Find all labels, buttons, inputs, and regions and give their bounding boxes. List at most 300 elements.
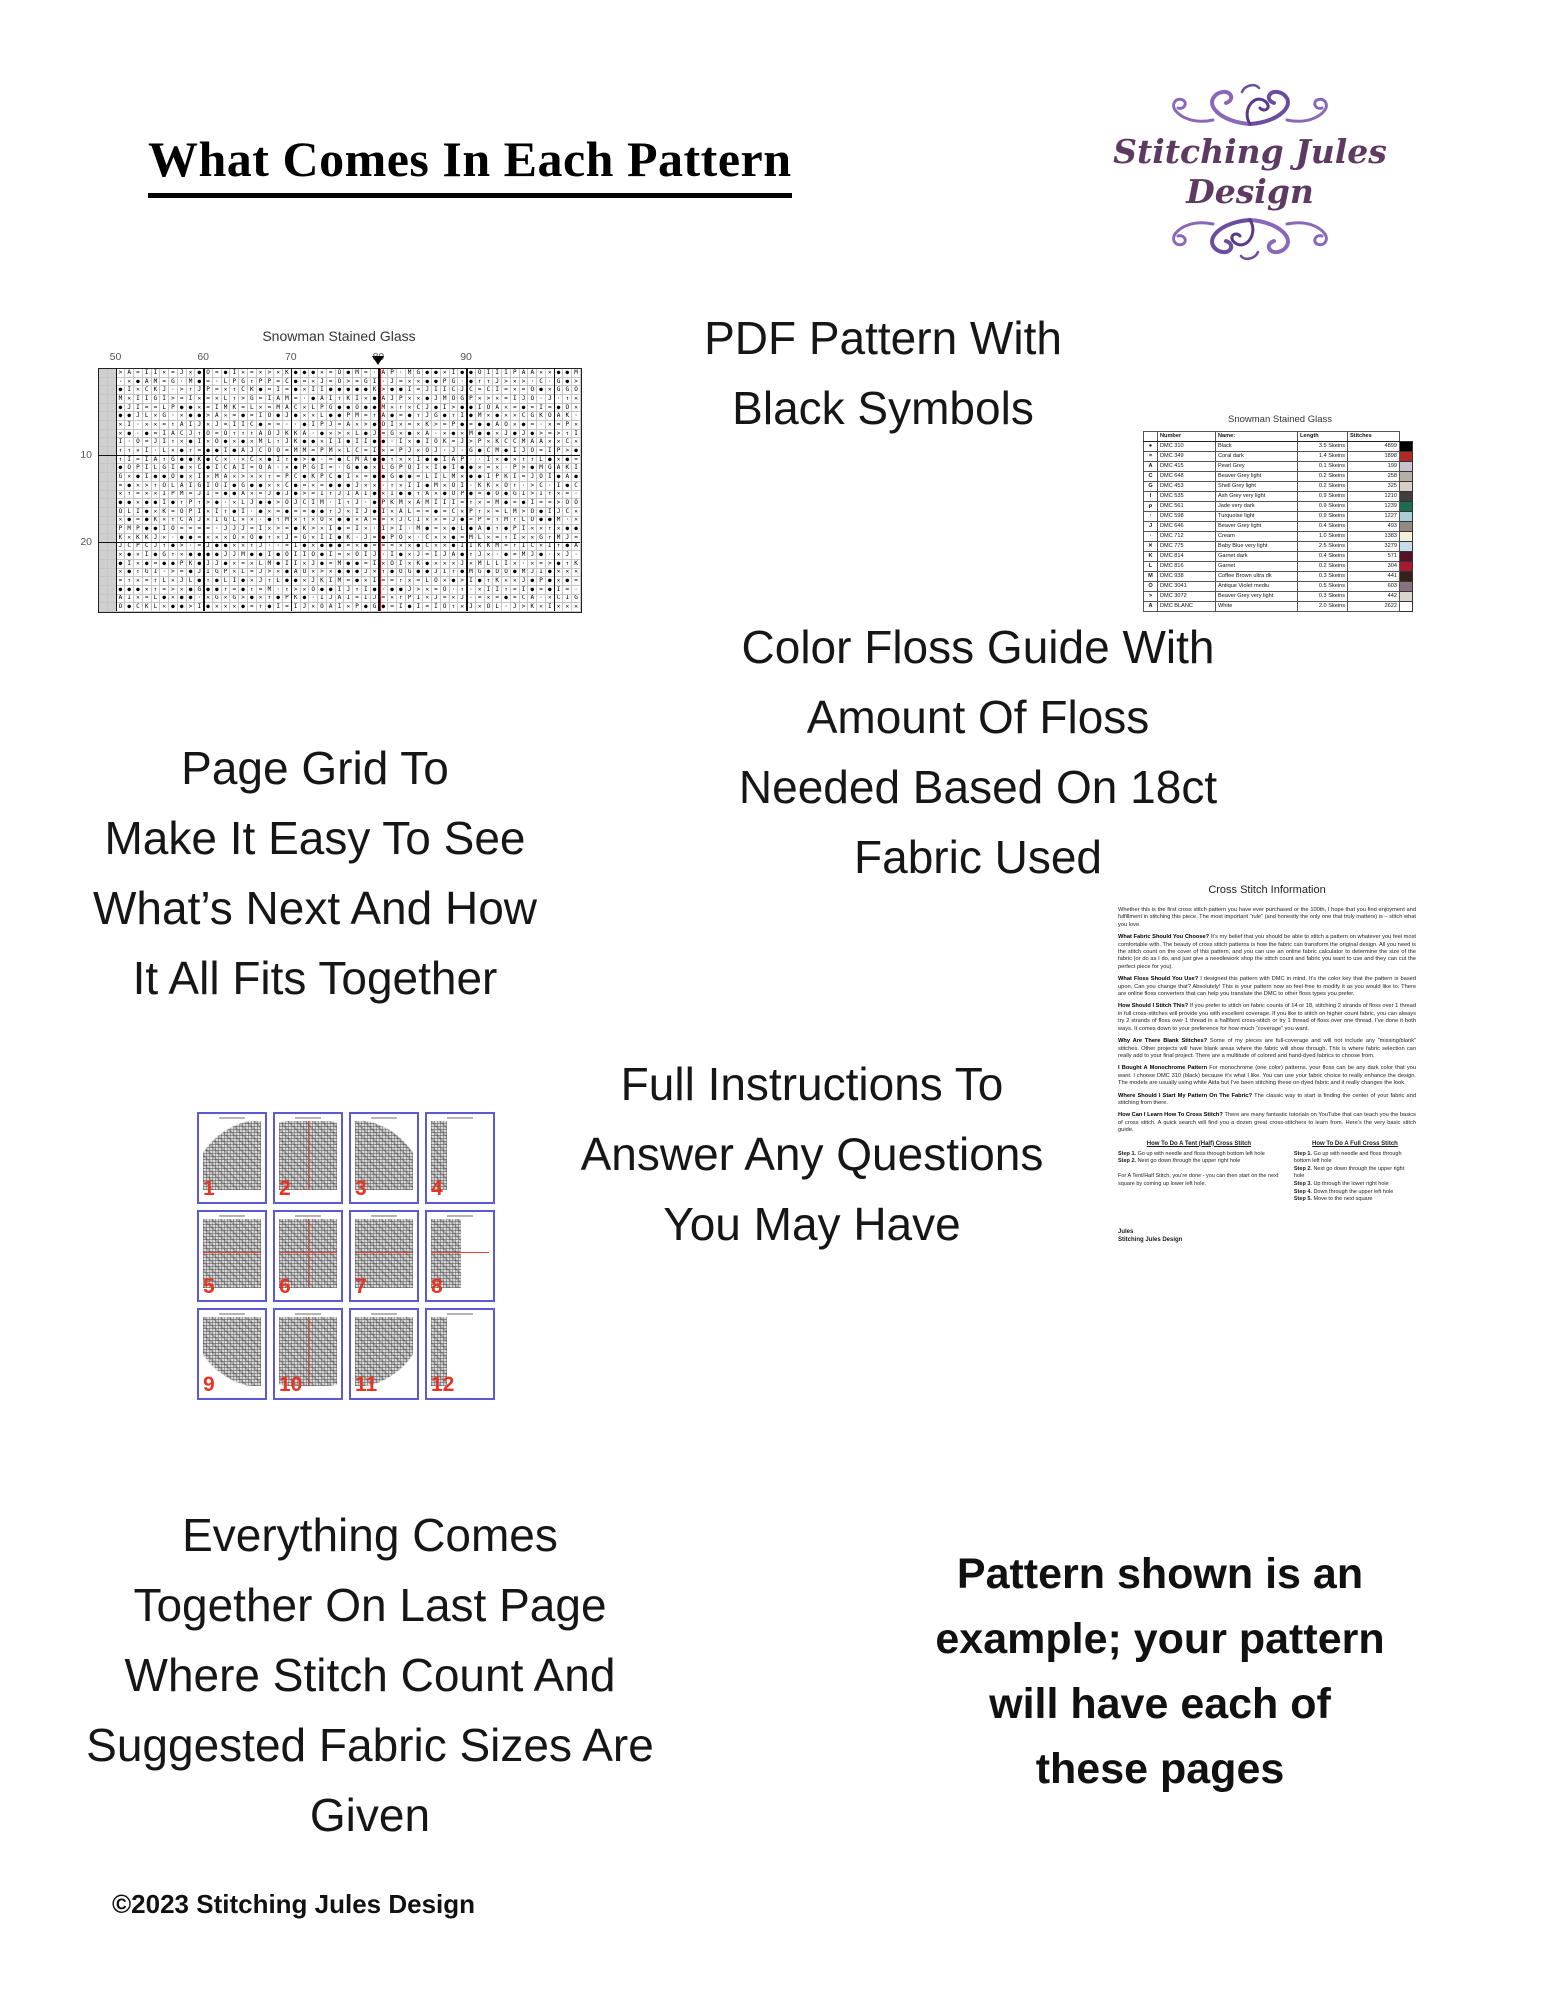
chart-cell: I bbox=[204, 569, 213, 578]
chart-cell: I bbox=[397, 525, 406, 534]
chart-cell: O bbox=[266, 430, 275, 439]
page-number: 11 bbox=[355, 1373, 378, 1396]
chart-cell: ✕ bbox=[432, 517, 441, 526]
chart-cell: = bbox=[204, 395, 213, 404]
chart-cell: ● bbox=[187, 595, 196, 604]
chart-cell: M bbox=[266, 560, 275, 569]
chart-cell: O bbox=[528, 395, 537, 404]
chart-cell: ● bbox=[318, 543, 327, 552]
chart-cell: ● bbox=[458, 569, 467, 578]
chart-cell: ● bbox=[336, 525, 345, 534]
chart-cell: I bbox=[546, 473, 555, 482]
chart-cell: ↑ bbox=[502, 586, 511, 595]
chart-cell: ✕ bbox=[230, 543, 239, 552]
chart-cell: O bbox=[432, 438, 441, 447]
chart-cell: I bbox=[327, 534, 336, 543]
chart-cell: ✕ bbox=[379, 560, 388, 569]
chart-cell: ● bbox=[563, 482, 572, 491]
chart-cell bbox=[108, 404, 117, 413]
chart-cell: ● bbox=[502, 456, 511, 465]
chart-cell: O bbox=[450, 482, 459, 491]
chart-cell: ● bbox=[169, 499, 178, 508]
page-title: What Comes In Each Pattern bbox=[148, 130, 792, 198]
chart-cell: J bbox=[336, 491, 345, 500]
chart-cell: ● bbox=[476, 421, 485, 430]
chart-cell: ✕ bbox=[318, 525, 327, 534]
chart-cell: ↑ bbox=[187, 447, 196, 456]
chart-cell: = bbox=[266, 421, 275, 430]
chart-cell: M bbox=[502, 517, 511, 526]
chart-cell: ● bbox=[248, 482, 257, 491]
thumb-title-bar bbox=[295, 1117, 321, 1119]
chart-cell: L bbox=[485, 560, 494, 569]
chart-cell: P bbox=[222, 569, 231, 578]
chart-cell: O bbox=[169, 525, 178, 534]
chart-cell: M bbox=[423, 499, 432, 508]
chart-cell: > bbox=[502, 378, 511, 387]
chart-cell: I bbox=[318, 595, 327, 604]
chart-cell: ✕ bbox=[441, 543, 450, 552]
chart-cell: G bbox=[160, 412, 169, 421]
chart-cell: M bbox=[467, 534, 476, 543]
chart-cell: I bbox=[520, 491, 529, 500]
floss-header: Number bbox=[1158, 432, 1216, 442]
chart-cell: M bbox=[336, 560, 345, 569]
chart-cell: · bbox=[572, 491, 581, 500]
chart-cell: M bbox=[353, 412, 362, 421]
chart-cell: · bbox=[309, 430, 318, 439]
chart-cell: P bbox=[230, 378, 239, 387]
chart-cell: ✕ bbox=[397, 482, 406, 491]
chart-cell: O bbox=[502, 482, 511, 491]
chart-cell: P bbox=[555, 447, 564, 456]
chart-cell: = bbox=[160, 586, 169, 595]
chart-cell: ✕ bbox=[353, 543, 362, 552]
chart-cell bbox=[108, 508, 117, 517]
chart-cell bbox=[108, 586, 117, 595]
chart-cell bbox=[108, 534, 117, 543]
chart-cell: > bbox=[555, 430, 564, 439]
chart-cell: ✕ bbox=[493, 430, 502, 439]
chart-cell: ✕ bbox=[441, 560, 450, 569]
chart-cell: ✕ bbox=[160, 534, 169, 543]
chart-cell: K bbox=[528, 603, 537, 612]
chart-cell: ● bbox=[204, 551, 213, 560]
chart-cell: = bbox=[248, 603, 257, 612]
chart-cell: O bbox=[266, 412, 275, 421]
chart-cell: J bbox=[187, 430, 196, 439]
chart-cell: ● bbox=[467, 491, 476, 500]
chart-cell bbox=[108, 560, 117, 569]
chart-cell: J bbox=[520, 395, 529, 404]
chart-cell: ● bbox=[274, 551, 283, 560]
chart-cell: L bbox=[458, 525, 467, 534]
chart-cell: K bbox=[292, 430, 301, 439]
chart-cell: > bbox=[336, 430, 345, 439]
chart-cell: ✕ bbox=[450, 560, 459, 569]
chart-cell: = bbox=[493, 534, 502, 543]
chart-cell: ✕ bbox=[423, 595, 432, 604]
chart-cell: O bbox=[450, 491, 459, 500]
chart-cell: · bbox=[169, 386, 178, 395]
chart-cell: G bbox=[371, 603, 380, 612]
chart-cell: M bbox=[406, 369, 415, 378]
chart-cell: O bbox=[485, 404, 494, 413]
chart-cell: ✕ bbox=[441, 525, 450, 534]
chart-cell: M bbox=[555, 517, 564, 526]
chart-cell: ✕ bbox=[476, 499, 485, 508]
chart-cell: O bbox=[266, 447, 275, 456]
chart-cell: · bbox=[563, 517, 572, 526]
chart-cell: ✕ bbox=[511, 378, 520, 387]
chart-cell: ● bbox=[318, 430, 327, 439]
chart-cell: J bbox=[266, 491, 275, 500]
color-swatch bbox=[1400, 582, 1413, 592]
chart-cell: O bbox=[441, 586, 450, 595]
chart-cell: I bbox=[432, 603, 441, 612]
chart-cell: ✕ bbox=[309, 543, 318, 552]
chart-cell: I bbox=[257, 525, 266, 534]
chart-cell: ● bbox=[143, 430, 152, 439]
chart-cell: O bbox=[502, 569, 511, 578]
chart-cell: ● bbox=[467, 369, 476, 378]
chart-cell: ● bbox=[476, 430, 485, 439]
chart-cell: I bbox=[160, 499, 169, 508]
chart-cell: J bbox=[528, 473, 537, 482]
chart-cell: ● bbox=[301, 369, 310, 378]
chart-cell: ● bbox=[178, 595, 187, 604]
flourish-icon bbox=[1145, 80, 1355, 132]
chart-cell: ● bbox=[213, 543, 222, 552]
chart-cell: ● bbox=[257, 508, 266, 517]
chart-col-label: 60 bbox=[197, 351, 209, 363]
chart-cell: I bbox=[362, 438, 371, 447]
chart-cell: O bbox=[204, 369, 213, 378]
chart-cell: I bbox=[143, 473, 152, 482]
chart-cell: I bbox=[414, 482, 423, 491]
chart-cell: = bbox=[204, 378, 213, 387]
chart-cell: A bbox=[450, 551, 459, 560]
chart-cell: ✕ bbox=[134, 595, 143, 604]
chart-cell: L bbox=[160, 577, 169, 586]
chart-cell: K bbox=[283, 369, 292, 378]
chart-cell: O bbox=[274, 447, 283, 456]
floss-guide bbox=[1143, 414, 1443, 612]
chart-cell: M bbox=[117, 395, 126, 404]
chart-cell bbox=[99, 447, 108, 456]
chart-cell: ● bbox=[274, 595, 283, 604]
chart-cell: · bbox=[371, 369, 380, 378]
chart-cell: ● bbox=[379, 603, 388, 612]
howto-step: Step 4. Down through the upper left hole bbox=[1293, 1188, 1394, 1195]
chart-cell: P bbox=[458, 491, 467, 500]
chart-cell: O bbox=[125, 464, 134, 473]
chart-cell: G bbox=[362, 378, 371, 387]
chart-cell: > bbox=[520, 508, 529, 517]
chart-cell: ✕ bbox=[195, 395, 204, 404]
chart-cell: I bbox=[432, 386, 441, 395]
chart-cell: G bbox=[511, 491, 520, 500]
chart-cell: = bbox=[388, 543, 397, 552]
thumb-center-hline bbox=[203, 1252, 261, 1253]
chart-cell bbox=[108, 603, 117, 612]
chart-cell: J bbox=[362, 569, 371, 578]
chart-cell: A bbox=[283, 404, 292, 413]
chart-cell: ● bbox=[134, 473, 143, 482]
chart-cell: = bbox=[266, 404, 275, 413]
chart-cell: ✕ bbox=[441, 482, 450, 491]
chart-cell: I bbox=[292, 560, 301, 569]
chart-cell: ● bbox=[379, 438, 388, 447]
chart-cell: P bbox=[187, 508, 196, 517]
chart-cell: ↑ bbox=[274, 438, 283, 447]
chart-cell: P bbox=[397, 447, 406, 456]
chart-cell: ● bbox=[572, 447, 581, 456]
chart-cell: · bbox=[379, 482, 388, 491]
chart-cell: ● bbox=[371, 473, 380, 482]
chart-cell: ✕ bbox=[344, 551, 353, 560]
chart-cell: ● bbox=[283, 569, 292, 578]
chart-cell: C bbox=[248, 421, 257, 430]
chart-cell: L bbox=[353, 430, 362, 439]
chart-cell: A bbox=[187, 517, 196, 526]
chart-cell: ✕ bbox=[230, 603, 239, 612]
chart-cell: I bbox=[117, 438, 126, 447]
chart-cell: ● bbox=[423, 378, 432, 387]
chart-cell: I bbox=[187, 482, 196, 491]
chart-cell: · bbox=[502, 464, 511, 473]
chart-cell: I bbox=[511, 395, 520, 404]
chart-cell: ● bbox=[467, 473, 476, 482]
chart-cell: ✕ bbox=[222, 386, 231, 395]
chart-cell: ● bbox=[222, 491, 231, 500]
chart-cell: C bbox=[344, 456, 353, 465]
chart-cell: K bbox=[134, 534, 143, 543]
chart-cell: = bbox=[511, 551, 520, 560]
page-thumbnail bbox=[273, 1308, 343, 1400]
chart-cell: ● bbox=[169, 560, 178, 569]
chart-cell: ✕ bbox=[379, 491, 388, 500]
chart-cell: A bbox=[239, 491, 248, 500]
chart-cell bbox=[99, 508, 108, 517]
chart-cell: ✕ bbox=[555, 438, 564, 447]
chart-cell: · bbox=[274, 464, 283, 473]
chart-cell: ✕ bbox=[397, 456, 406, 465]
chart-cell: = bbox=[274, 421, 283, 430]
chart-cell: I bbox=[283, 560, 292, 569]
chart-cell: · bbox=[414, 534, 423, 543]
chart-cell: P bbox=[283, 473, 292, 482]
chart-cell: ✕ bbox=[511, 560, 520, 569]
chart-cell: A bbox=[476, 525, 485, 534]
chart-cell: ✕ bbox=[344, 430, 353, 439]
chart-cell bbox=[99, 543, 108, 552]
chart-cell: = bbox=[423, 603, 432, 612]
chart-cell: ✕ bbox=[187, 464, 196, 473]
chart-cell: ✕ bbox=[178, 438, 187, 447]
chart-cell: · bbox=[537, 595, 546, 604]
chart-cell: = bbox=[467, 517, 476, 526]
chart-cell: ● bbox=[546, 517, 555, 526]
chart-cell: = bbox=[187, 491, 196, 500]
chart-cell: ✕ bbox=[406, 499, 415, 508]
chart-cell: ✕ bbox=[309, 534, 318, 543]
floss-row: ρ DMC 561 Jade very dark 0.9 Skeins 1239 bbox=[1144, 502, 1413, 512]
chart-cell: G bbox=[344, 464, 353, 473]
chart-cell: = bbox=[511, 404, 520, 413]
chart-cell: ✕ bbox=[301, 577, 310, 586]
chart-cell: G bbox=[388, 464, 397, 473]
text-line: Black Symbols bbox=[732, 382, 1034, 434]
chart-cell: ✕ bbox=[555, 525, 564, 534]
chart-cell: ● bbox=[134, 378, 143, 387]
chart-cell: ● bbox=[362, 386, 371, 395]
chart-cell: ● bbox=[423, 395, 432, 404]
chart-cell: A bbox=[239, 447, 248, 456]
chart-cell: C bbox=[502, 438, 511, 447]
chart-cell: = bbox=[423, 551, 432, 560]
chart-cell: ✕ bbox=[222, 534, 231, 543]
floss-row: O DMC 3041 Antique Violet mediu 0.5 Skeins 603 bbox=[1144, 582, 1413, 592]
chart-cell: J bbox=[511, 603, 520, 612]
chart-cell: K bbox=[230, 404, 239, 413]
chart-cell: O bbox=[283, 551, 292, 560]
chart-cell: · bbox=[388, 438, 397, 447]
chart-cell: I bbox=[266, 395, 275, 404]
chart-cell: I bbox=[458, 543, 467, 552]
chart-cell: = bbox=[371, 543, 380, 552]
chart-cell: J bbox=[152, 438, 161, 447]
chart-cell: C bbox=[528, 543, 537, 552]
chart-cell: ✕ bbox=[309, 412, 318, 421]
chart-cell: = bbox=[301, 378, 310, 387]
chart-cell: = bbox=[362, 412, 371, 421]
chart-cell: ✕ bbox=[414, 378, 423, 387]
chart-cell: P bbox=[134, 525, 143, 534]
chart-cell: ● bbox=[406, 430, 415, 439]
chart-cell: ↑ bbox=[414, 412, 423, 421]
chart-cell: ● bbox=[327, 482, 336, 491]
chart-cell: · bbox=[537, 395, 546, 404]
chart-cell: ✕ bbox=[555, 569, 564, 578]
chart-cell: L bbox=[222, 577, 231, 586]
chart-cell: ● bbox=[152, 499, 161, 508]
chart-cell: J bbox=[257, 569, 266, 578]
chart-cell: L bbox=[152, 595, 161, 604]
chart-cell: > bbox=[379, 386, 388, 395]
chart-cell: ✕ bbox=[266, 508, 275, 517]
chart-cell: I bbox=[450, 464, 459, 473]
chart-cell: O bbox=[336, 369, 345, 378]
chart-cell: ✕ bbox=[537, 603, 546, 612]
chart-cell: = bbox=[563, 586, 572, 595]
chart-cell: ✕ bbox=[353, 421, 362, 430]
chart-cell: J bbox=[563, 551, 572, 560]
chart-cell bbox=[108, 473, 117, 482]
chart-cell: O bbox=[379, 421, 388, 430]
chart-cell: A bbox=[493, 421, 502, 430]
chart-cell: ✕ bbox=[169, 595, 178, 604]
chart-cell: ✕ bbox=[406, 378, 415, 387]
chart-cell: > bbox=[520, 378, 529, 387]
chart-cell: = bbox=[528, 404, 537, 413]
text-line: You May Have bbox=[663, 1198, 961, 1250]
chart-cell: · bbox=[274, 586, 283, 595]
chart-cell: A bbox=[336, 595, 345, 604]
chart-cell bbox=[99, 464, 108, 473]
chart-cell: = bbox=[414, 577, 423, 586]
chart-cell: P bbox=[511, 369, 520, 378]
chart-cell: ✕ bbox=[572, 603, 581, 612]
chart-cell: ↑ bbox=[248, 543, 257, 552]
chart-cell: C bbox=[353, 447, 362, 456]
chart-cell: ↑ bbox=[274, 517, 283, 526]
chart-cell: ● bbox=[563, 456, 572, 465]
chart-cell: L bbox=[143, 412, 152, 421]
chart-cell: ↑ bbox=[353, 586, 362, 595]
chart-cell: ✕ bbox=[230, 438, 239, 447]
chart-cell bbox=[99, 395, 108, 404]
chart-cell: = bbox=[458, 499, 467, 508]
chart-cell: ✕ bbox=[117, 421, 126, 430]
chart-cell: ↑ bbox=[257, 603, 266, 612]
chart-cell: ✕ bbox=[134, 447, 143, 456]
chart-cell: · bbox=[336, 464, 345, 473]
chart-col-label: 50 bbox=[109, 351, 122, 363]
chart-cell: ✕ bbox=[432, 491, 441, 500]
chart-cell: K bbox=[502, 473, 511, 482]
chart-cell: ● bbox=[143, 560, 152, 569]
chart-cell: ● bbox=[318, 560, 327, 569]
chart-cell: = bbox=[371, 534, 380, 543]
chart-cell: = bbox=[502, 543, 511, 552]
chart-cell: L bbox=[248, 404, 257, 413]
chart-cell: ✕ bbox=[248, 491, 257, 500]
doc-paragraph: How Should I Stitch This? If you prefer to stitch on fabric counts of 14 or 18, stitching 2 strands of floss over 1 thread in full cross-stitches will provide you with excellent coverage. If you like to stitch on higher count fabric, you can always try 2 strands of floss over 1 thread in a half/tent cross-stitch or try 1 thread of floss over one thread. I’ve done it both ways. It comes down to your preference for how much “coverage” you want. bbox=[1118, 1003, 1416, 1032]
chart-cell: = bbox=[152, 430, 161, 439]
chart-cell: I bbox=[362, 551, 371, 560]
chart-cell: A bbox=[301, 430, 310, 439]
floss-row: I DMC 535 Ash Grey very light 0.9 Skeins 1210 bbox=[1144, 492, 1413, 502]
chart-cell: J bbox=[423, 386, 432, 395]
chart-cell: = bbox=[230, 586, 239, 595]
chart-cell bbox=[99, 525, 108, 534]
chart-cell: J bbox=[274, 430, 283, 439]
chart-cell: C bbox=[327, 473, 336, 482]
chart-cell: = bbox=[563, 491, 572, 500]
chart-cell: J bbox=[458, 560, 467, 569]
chart-cell: · bbox=[546, 551, 555, 560]
chart-cell: = bbox=[143, 438, 152, 447]
chart-cell bbox=[99, 438, 108, 447]
chart-cell: ● bbox=[441, 464, 450, 473]
chart-cell: P bbox=[476, 438, 485, 447]
chart-cell: > bbox=[546, 560, 555, 569]
chart-cell: ● bbox=[537, 508, 546, 517]
chart-cell: ✕ bbox=[441, 577, 450, 586]
chart-cell: · bbox=[309, 595, 318, 604]
chart-cell bbox=[108, 569, 117, 578]
chart-cell: = bbox=[414, 473, 423, 482]
chart-cell: C bbox=[178, 430, 187, 439]
chart-cell: G bbox=[213, 569, 222, 578]
chart-cell: ● bbox=[458, 369, 467, 378]
chart-cell: > bbox=[292, 586, 301, 595]
chart-cell: G bbox=[117, 473, 126, 482]
chart-cell: ● bbox=[143, 525, 152, 534]
chart-cell: ✕ bbox=[117, 569, 126, 578]
chart-cell: ● bbox=[230, 447, 239, 456]
